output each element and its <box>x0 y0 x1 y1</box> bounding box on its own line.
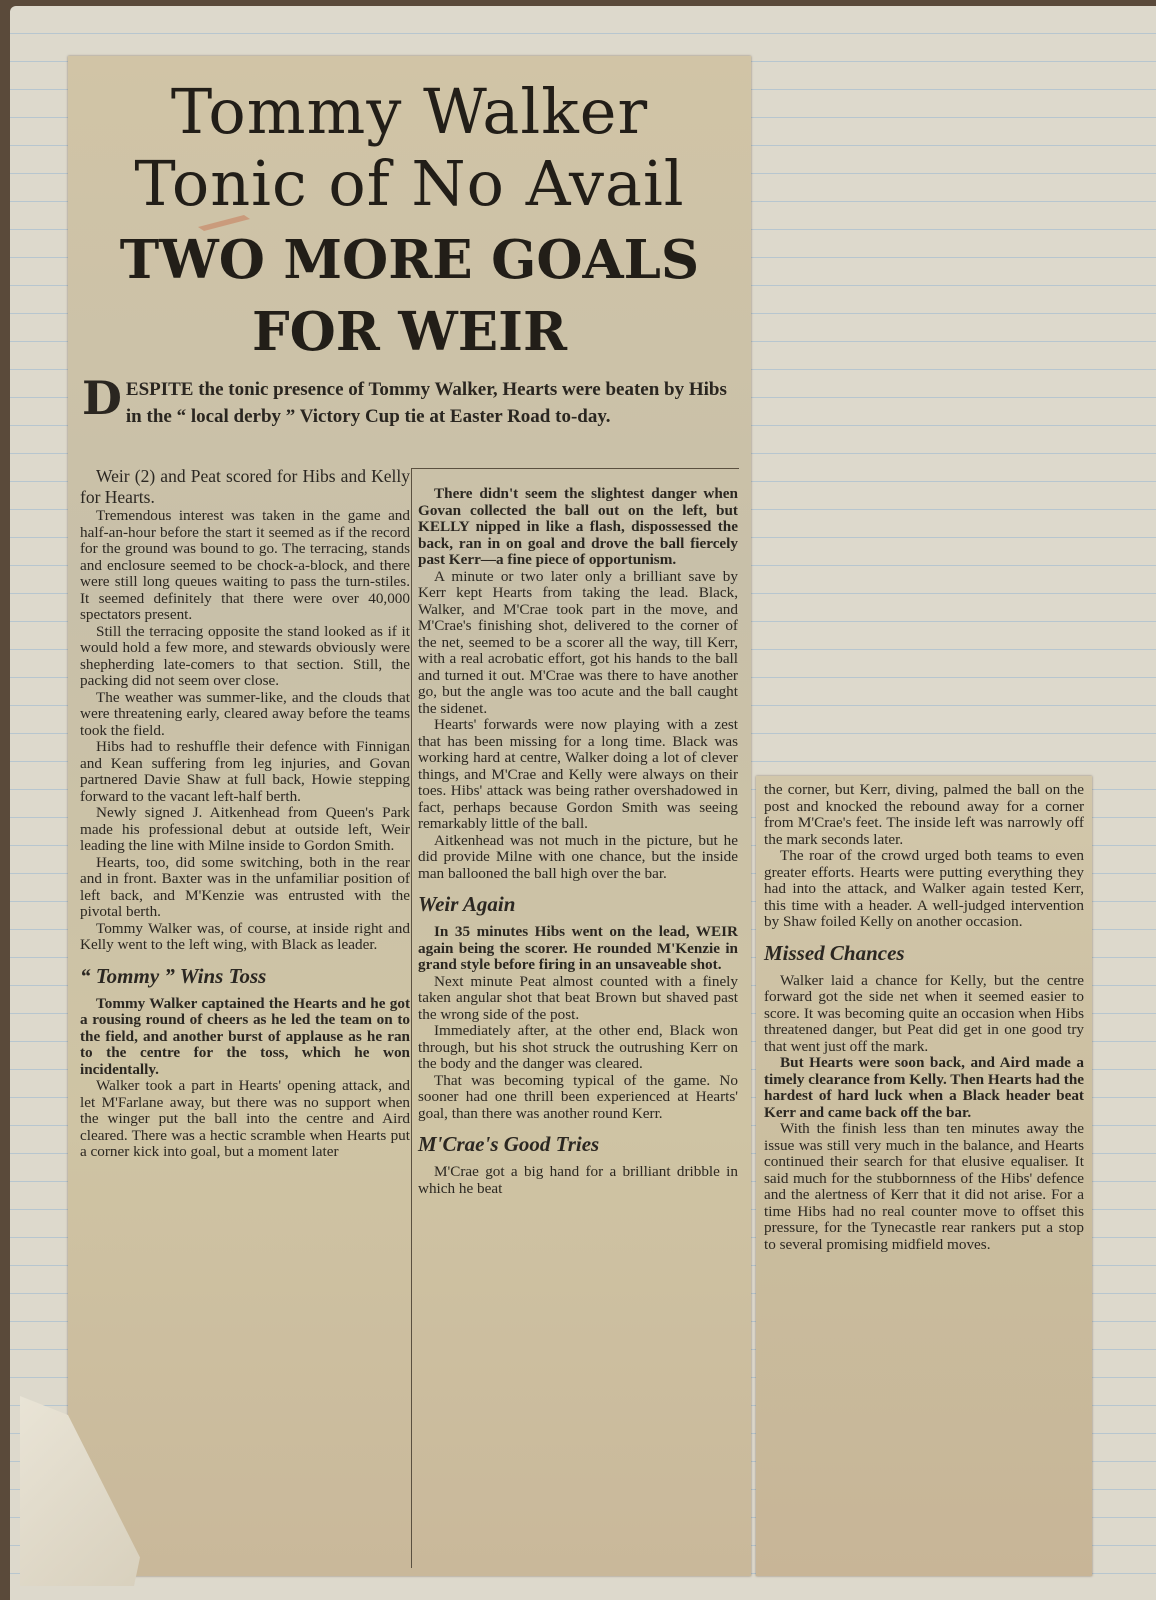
paragraph: A minute or two later only a brilliant save by Kerr kept Hearts from taking the lead. Black, Walker, and M'Crae took part in the move, and M'Crae's finishing shot, delivered to the corner of the net, seemed to be a scorer all the way, till Kerr, with a real acrobatic effort, got his hands to the ball and turned it out. M'Crae was there to have another go, but the angle was too acute and the ball caught the sidenet. <box>418 567 738 717</box>
lead-text: ESPITE the tonic presence of Tommy Walker, Hearts were beaten by Hibs in the “ local derby ” Victory Cup tie at Easter Road to-day. <box>125 379 727 427</box>
paragraph: Tremendous interest was taken in the game and half-an-hour before the start it seemed as if the record for the ground was bound to go. The terracing, stands and enclosure seemed to be chock-a-block, and there were still long queues waiting to pass the turn-stiles. It seemed definitely that there were over 40,000 spectators present. <box>80 507 410 623</box>
paragraph: The weather was summer-like, and the clouds that were threatening early, cleared away before the teams took the field. <box>80 688 410 739</box>
article-column-1 <box>80 466 410 1161</box>
paragraph: Hibs had to reshuffle their defence with Finnigan and Kean suffering from leg injuries, and Govan partnered Davie Shaw at full back, Howie stepping forward to the vacant left-half berth. <box>80 738 410 805</box>
subheading-mcrae-good-tries: M'Crae's Good Tries <box>418 1132 600 1156</box>
headline-line-2: Tonic of No Avail <box>134 147 685 220</box>
paragraph: the corner, but Kerr, diving, palmed the ball on the post and knocked the rebound away for a corner from M'Crae's feet. The inside left was narrowly off the mark seconds later. <box>764 781 1084 848</box>
subheading-weir-again: Weir Again <box>418 892 516 916</box>
subheading-missed-chances: Missed Chances <box>764 940 905 965</box>
paragraph: Weir (2) and Peat scored for Hibs and Kelly for Hearts. <box>80 466 410 507</box>
paragraph: Hearts, too, did some switching, both in the rear and in front. Baxter was in the unfamiliar position of left back, and M'Kenzie was entrusted with the pivotal berth. <box>80 853 410 920</box>
headline-line-3: TWO MORE GOALS <box>119 229 700 291</box>
scrapbook-page <box>10 6 1156 1600</box>
headline-line-4: FOR WEIR <box>251 301 568 363</box>
paragraph: Next minute Peat almost counted with a finely taken angular shot that beat Brown but shaved past the wrong side of the post. <box>418 972 738 1023</box>
article-column-2 <box>418 486 738 1197</box>
paragraph: Tommy Walker captained the Hearts and he got a rousing round of cheers as he led the team on to the field, and another burst of applause as he ran to the centre for the toss, which he won incidentally. <box>80 994 410 1078</box>
lead-paragraph <box>82 371 737 430</box>
paragraph: With the finish less than ten minutes away the issue was still very much in the balance, and Hearts continued their search for that elusive equaliser. It said much for the stubbornness of the Hibs' defence and the alertness of Kerr that it did not arise. For a time Hibs had no real counter move to offset this pressure, for the Tynecastle rear rankers put a stop to several promising midfield moves. <box>764 1120 1084 1253</box>
paragraph: Tommy Walker was, of course, at inside right and Kelly went to the left wing, with Black as leader. <box>80 919 410 953</box>
paragraph: There didn't seem the slightest danger when Govan collected the ball out on the left, but KELLY nipped in like a flash, dispossessed the back, ran in on goal and drove the ball fiercely past Kerr—a fine piece of opportunism. <box>418 485 738 568</box>
paragraph: Walker took a part in Hearts' opening attack, and let M'Farlane away, but there was no support when the winger put the ball into the centre and Aird cleared. There was a hectic scramble when Hearts put a corner kick into goal, but a moment later <box>80 1077 410 1160</box>
paragraph: M'Crae got a big hand for a brilliant dribble in which he beat <box>418 1163 738 1197</box>
paragraph: In 35 minutes Hibs went on the lead, WEIR again being the scorer. He rounded M'Kenzie in grand style before firing in an unsaveable shot. <box>418 923 738 973</box>
newspaper-clipping-main <box>68 56 751 1576</box>
newspaper-clipping-continuation <box>756 776 1092 1576</box>
paragraph: Walker laid a chance for Kelly, but the centre forward got the side net when it seemed easier to score. It was becoming quite an occasion when Hibs threatened danger, but Peat did get in one good try that went just off the mark. <box>764 971 1084 1055</box>
headline-top <box>68 76 751 220</box>
paragraph: Immediately after, at the other end, Black won through, but his shot struck the outrushing Kerr on the body and the danger was cleared. <box>418 1022 738 1072</box>
subheading-tommy-wins-toss: “ Tommy ” Wins Toss <box>80 963 267 988</box>
paragraph: Hearts' forwards were now playing with a zest that has been missing for a long time. Black was working hard at centre, Walker doing a lot of clever things, and M'Crae and Kelly were always on their toes. Hibs' attack was being rather overshadowed in fact, perhaps because Gordon Smith was seeing remarkably little of the ball. <box>418 716 738 832</box>
paragraph: That was becoming typical of the game. No sooner had one thrill been experienced at Hearts' goal, than there was another round Kerr. <box>418 1071 738 1122</box>
paragraph: Aitkenhead was not much in the picture, but he did provide Milne with one chance, but the inside man ballooned the ball high over the bar. <box>418 831 738 882</box>
article-column-3 <box>764 782 1084 1253</box>
paragraph: But Hearts were soon back, and Aird made a timely clearance from Kelly. Then Hearts had the hardest of hard luck when a Black header beat Kerr and came back off the bar. <box>764 1054 1085 1121</box>
column-top-rule <box>411 468 739 469</box>
drop-cap: D <box>82 371 122 425</box>
headline-bottom <box>68 224 751 368</box>
column-divider <box>411 468 412 1568</box>
paragraph: The roar of the crowd urged both teams to even greater efforts. Hearts were putting everything they had into the attack, and Walker again tested Kerr, this time with a header. A well-judged intervention by Shaw foiled Kelly on another occasion. <box>764 847 1084 930</box>
paragraph: Newly signed J. Aitkenhead from Queen's Park made his professional debut at outside left, Weir leading the line with Milne inside to Gordon Smith. <box>80 804 410 854</box>
headline-line-1: Tommy Walker <box>170 75 649 148</box>
paragraph: Still the terracing opposite the stand looked as if it would hold a few more, and stewards obviously were shepherding late-comers to that section. Still, the packing did not seem over close. <box>80 622 410 689</box>
